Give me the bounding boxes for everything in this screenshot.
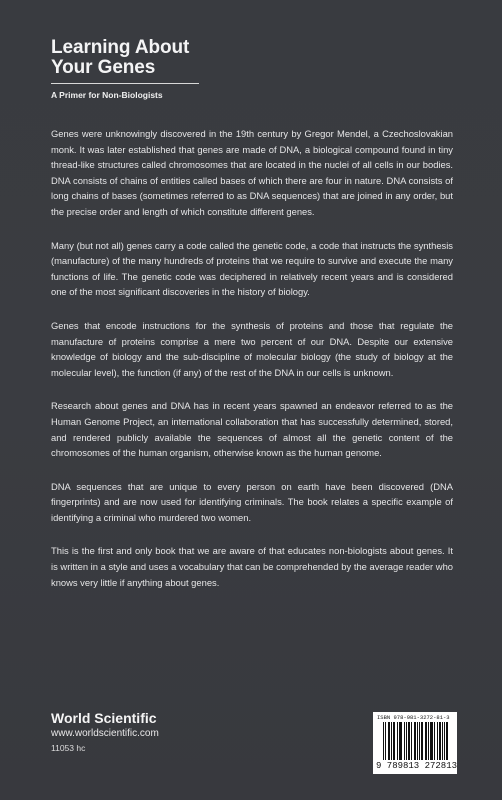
blurb-paragraph: DNA sequences that are unique to every person on earth have been discovered (DNA fingerprints) and are now used for identifying criminals. The book relates a specific example of identifying a criminal who murdered two women.: [51, 480, 453, 523]
blurb-paragraph: This is the first and only book that we are aware of that educates non-biologists about genes. It is written in a style and uses a vocabulary that can be comprehended by the average reader who knows very little if anything about genes.: [51, 545, 453, 588]
blurb-paragraph: Research about genes and DNA has in recent years spawned an endeavor referred to as the Human Genome Project, an international collaboration that has successfully determined, stored, and rendered publicly available the sequences of almost all the genetic content of the chromosomes of the human organism, otherwise known as the human genome.: [51, 400, 453, 459]
book-subtitle: A Primer for Non-Biologists: [51, 90, 163, 100]
blurb: [51, 126, 453, 608]
blurb-paragraph: Genes that encode instructions for the synthesis of proteins and those that regulate the manufacture of proteins comprise a mere two percent of our DNA. Despite our extensive knowledge of biology and the sub-discipline of molecular biology (the study of biology at the molecular level), the function (if any) of the rest of the DNA in our cells is unknown.: [51, 319, 453, 378]
publisher-url: www.worldscientific.com: [51, 728, 159, 739]
book-title: Learning About Your Genes: [51, 37, 190, 78]
title-divider: [51, 83, 199, 84]
isbn-barcode: [373, 712, 457, 774]
publisher-code: 11053 hc: [51, 743, 86, 753]
barcode-digits: 9 789813 272813: [376, 761, 458, 771]
publisher-name: World Scientific: [51, 710, 157, 726]
publisher-block: [51, 710, 159, 753]
title-block: [51, 38, 201, 100]
isbn-label: ISBN 978-981-3272-81-3: [377, 714, 450, 721]
blurb-paragraph: Many (but not all) genes carry a code called the genetic code, a code that instructs the synthesis (manufacture) of the many hundreds of proteins that we require to survive and execute the many functions of life. The genetic code was deciphered in relatively recent years and is considered one of the most significant discoveries in the history of biology.: [51, 239, 453, 298]
blurb-paragraph: Genes were unknowingly discovered in the 19th century by Gregor Mendel, a Czechoslovakian monk. It was later established that genes are made of DNA, a biological compound found in tiny thread-like structures called chromosomes that are located in the nuclei of all cells in our bodies. DNA consists of chains of entities called bases of which there are four in nature. DNA consists of long chains of bases (sometimes referred to as DNA sequences) that are joined in any order, but the precise order and length of which constitute different genes.: [51, 128, 453, 217]
barcode-bars-icon: [383, 722, 449, 762]
